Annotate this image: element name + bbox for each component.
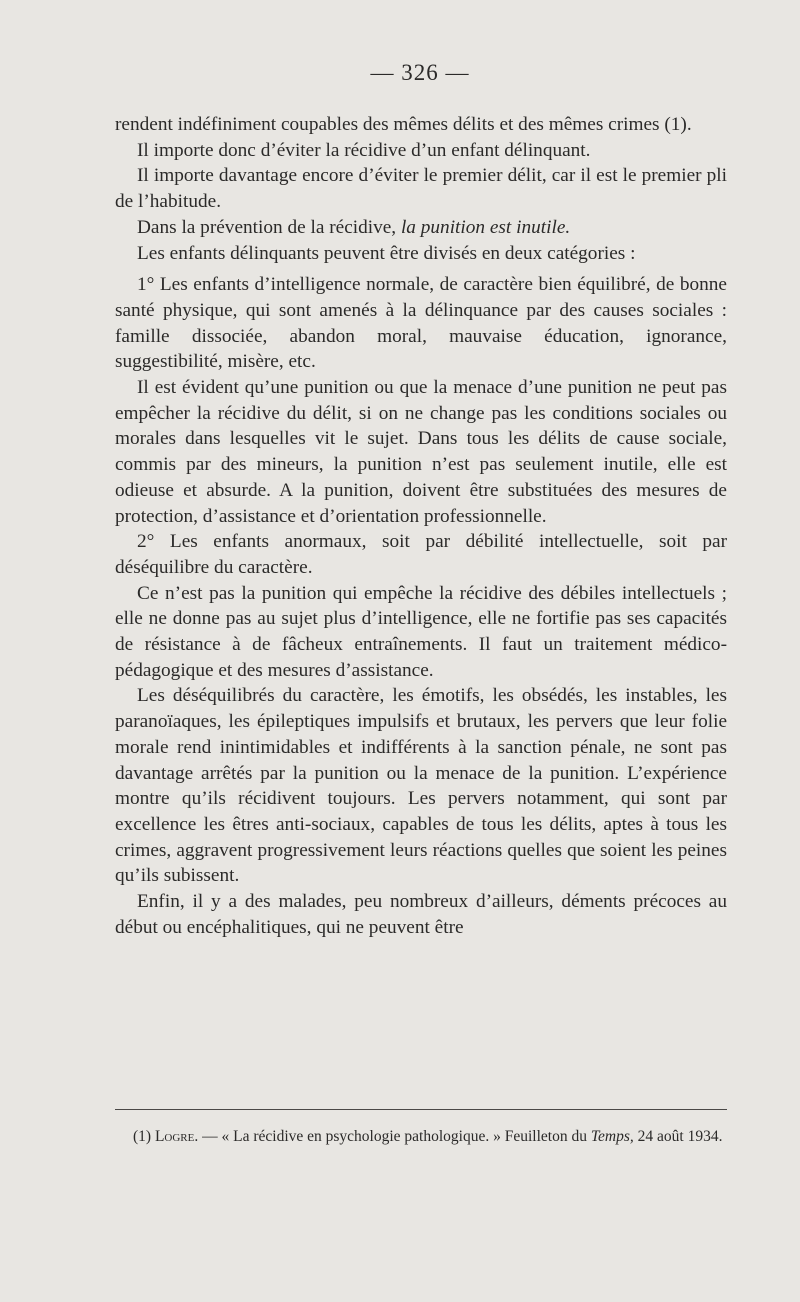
paragraph-4-lead: Dans la prévention de la récidive, [137,216,401,238]
paragraph-3: Il importe davantage encore d’éviter le premier délit, car il est le premier pli de l’habitude. [115,165,727,213]
paragraph-4 [115,215,727,241]
page-number: — 326 — [370,60,470,85]
paragraph-9: Ce n’est pas la punition qui empêche la récidive des débiles intellectuels ; elle ne donne pas au sujet plus d’intelligence, elle ne fortifie pas ses capacités de résistance à de fâcheux entraînements. Il faut un traitement médico-pédagogique et des mesures d’assistance. [115,582,727,681]
paragraph-7: Il est évident qu’une punition ou que la menace d’une punition ne peut pas empêcher la récidive du délit, si on ne change pas les conditions sociales ou morales dans lesquelles vit le sujet. Dans tous les délits de cause sociale, commis par des mineurs, la punition n’est pas seulement inutile, elle est odieuse et absurde. A la punition, doivent être substituées des mesures de protection, d’assistance et d’orientation professionnelle. [115,377,727,527]
paragraph-2: Il importe donc d’éviter la récidive d’un enfant délinquant. [137,139,591,161]
footnote [115,1127,727,1146]
paragraph-4-emphasis: la punition est inutile. [400,216,571,238]
footnote-text-after: 24 août 1934. [633,1128,723,1145]
body-text [115,112,727,941]
paragraph-1: rendent indéfiniment coupables des mêmes délits et des mêmes crimes (1). [115,114,692,135]
paragraph-10: Les déséquilibrés du caractère, les émotifs, les obsédés, les instables, les paranoïaques, les épileptiques impulsifs et brutaux, les pervers que leur folie morale rend inintimidables et indifférents à la sanction pénale, ne sont pas davantage arrêtés par la punition ou la menace de la punition. L’expérience montre qu’ils récidivent toujours. Les pervers notamment, qui sont par excellence les êtres anti-sociaux, capables de tous les délits, aptes à tous les crimes, aggravent progressivement leurs réactions quelles que soient les peines qu’ils subissent. [115,685,727,887]
paragraph-5: Les enfants délinquants peuvent être divisés en deux catégories : [137,242,636,264]
paragraph-8: 2° Les enfants anormaux, soit par débilité intellectuelle, soit par déséquilibre du caractère. [115,531,727,578]
footnote-divider [115,1109,727,1110]
footnote-marker: (1) [133,1128,152,1145]
paragraph-11: Enfin, il y a des malades, peu nombreux d’ailleurs, déments précoces au début ou encéphalitiques, qui ne peuvent être [115,891,727,938]
footnote-author: Logre. [154,1128,199,1145]
footnote-journal: Temps, [590,1128,634,1145]
paragraph-6: 1° Les enfants d’intelligence normale, de caractère bien équilibré, de bonne santé physique, qui sont amenés à la délinquance par des causes sociales : famille dissociée, abandon moral, mauvaise éducation, ignorance, suggestibilité, misère, etc. [115,274,727,373]
footnote-text-before: — « La récidive en psychologie pathologique. » Feuilleton du [198,1128,591,1145]
